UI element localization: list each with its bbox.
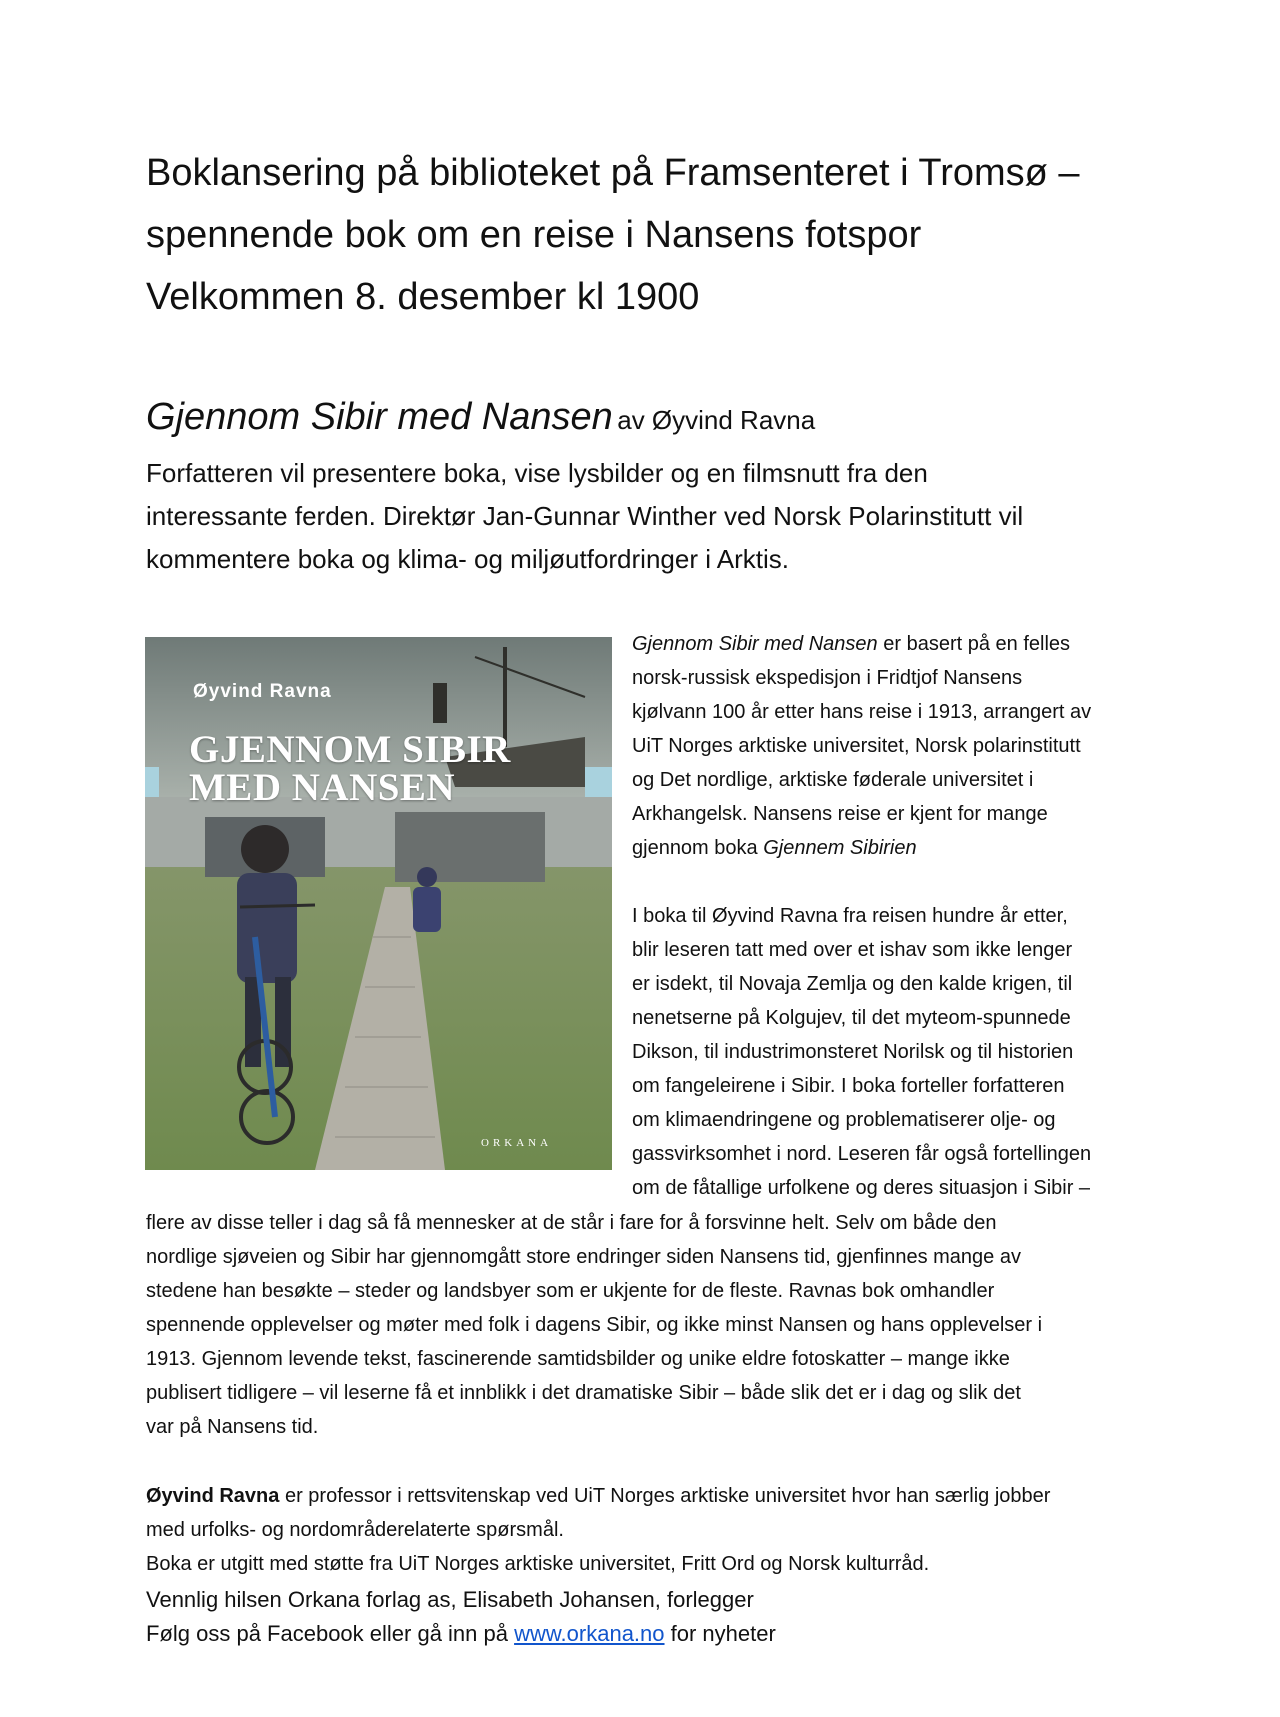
col-line: gassvirksomhet i nord. Leseren får også fortellingen bbox=[632, 1143, 1092, 1165]
intro-line-1: Forfatteren vil presentere boka, vise lysbilder og en filmsnutt fra den bbox=[146, 458, 928, 488]
col-line: Gjennom Sibir med Nansen er basert på en felles bbox=[632, 633, 1071, 655]
col-line: kjølvann 100 år etter hans reise i 1913, arrangert av bbox=[632, 701, 1092, 723]
headline-line-2: spennende bok om en reise i Nansens fotspor bbox=[146, 214, 922, 256]
col-line: norsk-russisk ekspedisjon i Fridtjof Nansens bbox=[632, 667, 1023, 689]
book-byline-text: av Øyvind Ravna bbox=[617, 405, 816, 435]
full-line: var på Nansens tid. bbox=[146, 1416, 319, 1438]
full-line: publisert tidligere – vil leserne få et innblikk i det dramatiske Sibir – både slik det er i dag og slik det bbox=[146, 1382, 1021, 1404]
col-line: Arkhangelsk. Nansens reise er kjent for mange bbox=[632, 803, 1048, 825]
col-line: blir leseren tatt med over et ishav som ikke lenger bbox=[632, 939, 1073, 961]
headline-line-1: Boklansering på biblioteket på Framsenteret i Tromsø – bbox=[146, 152, 1080, 194]
col-line: og Det nordlige, arktiske føderale universitet i bbox=[632, 769, 1034, 791]
body-column bbox=[632, 627, 1177, 1205]
support-line: Boka er utgitt med støtte fra UiT Norges arktiske universitet, Fritt Ord og Norsk kulturråd. bbox=[146, 1553, 930, 1575]
book-cover-image bbox=[145, 637, 612, 1170]
cover-title-line-2: MED NANSEN bbox=[189, 766, 456, 809]
bio-line: med urfolks- og nordområderelaterte spørsmål. bbox=[146, 1519, 564, 1541]
signature-line: Vennlig hilsen Orkana forlag as, Elisabeth Johansen, forlegger bbox=[146, 1587, 754, 1612]
book-cover-illustration bbox=[145, 637, 612, 1170]
book-title-line bbox=[146, 396, 815, 439]
col-line: om de fåtallige urfolkene og deres situasjon i Sibir – bbox=[632, 1177, 1091, 1199]
col-cited-title: Gjennem Sibirien bbox=[763, 837, 917, 859]
intro-line-3: kommentere boka og klima- og miljøutfordringer i Arktis. bbox=[146, 544, 790, 574]
col-line: om klimaendringene og problematiserer olje- og bbox=[632, 1109, 1056, 1131]
full-line: flere av disse teller i dag så få mennesker at de står i fare for å forsvinne helt. Selv om både den bbox=[146, 1212, 997, 1234]
cover-author: Øyvind Ravna bbox=[193, 681, 332, 702]
book-title: Gjennom Sibir med Nansen bbox=[146, 396, 613, 438]
bio-author-name: Øyvind Ravna bbox=[146, 1485, 280, 1507]
body-full-width bbox=[146, 1206, 1186, 1444]
col-line: om fangeleirene i Sibir. I boka forteller forfatteren bbox=[632, 1075, 1065, 1097]
intro-line-2: interessante ferden. Direktør Jan-Gunnar Winther ved Norsk Polarinstitutt vil bbox=[146, 501, 1024, 531]
author-bio bbox=[146, 1479, 1186, 1581]
col-line: Dikson, til industrimonsteret Norilsk og til historien bbox=[632, 1041, 1074, 1063]
col-line: gjennom boka Gjennem Sibirien bbox=[632, 837, 917, 859]
col-line: UiT Norges arktiske universitet, Norsk polarinstitutt bbox=[632, 735, 1081, 757]
paragraph-gap bbox=[632, 865, 1177, 899]
col-book-title: Gjennom Sibir med Nansen bbox=[632, 633, 878, 655]
full-line: 1913. Gjennom levende tekst, fascinerende samtidsbilder og unike eldre fotoskatter – mange ikke bbox=[146, 1348, 1010, 1370]
full-line: stedene han besøkte – steder og landsbyer som er ukjente for de fleste. Ravnas bok omhandler bbox=[146, 1280, 995, 1302]
full-line: spennende opplevelser og møter med folk i dagens Sibir, og ikke minst Nansen og hans opplevelser i bbox=[146, 1314, 1043, 1336]
headline-line-3: Velkommen 8. desember kl 1900 bbox=[146, 276, 700, 318]
headline bbox=[146, 142, 1176, 328]
orkana-website-link[interactable]: www.orkana.no bbox=[514, 1621, 665, 1646]
col-line: er isdekt, til Novaja Zemlja og den kalde krigen, til bbox=[632, 973, 1073, 995]
col-line: I boka til Øyvind Ravna fra reisen hundre år etter, bbox=[632, 905, 1068, 927]
book-byline bbox=[617, 405, 815, 435]
follow-line: Følg oss på Facebook eller gå inn på www.orkana.no for nyheter bbox=[146, 1621, 776, 1646]
cover-publisher: ORKANA bbox=[481, 1137, 553, 1149]
col-line: nenetserne på Kolgujev, til det myteom-spunnede bbox=[632, 1007, 1071, 1029]
bio-line: Øyvind Ravna er professor i rettsvitenskap ved UiT Norges arktiske universitet hvor han særlig jobber bbox=[146, 1485, 1051, 1507]
full-line: nordlige sjøveien og Sibir har gjennomgått store endringer siden Nansens tid, gjenfinnes mange av bbox=[146, 1246, 1021, 1268]
cover-title-line-1: GJENNOM SIBIR bbox=[189, 728, 511, 771]
intro-paragraph bbox=[146, 452, 1176, 581]
closing bbox=[146, 1583, 1186, 1651]
